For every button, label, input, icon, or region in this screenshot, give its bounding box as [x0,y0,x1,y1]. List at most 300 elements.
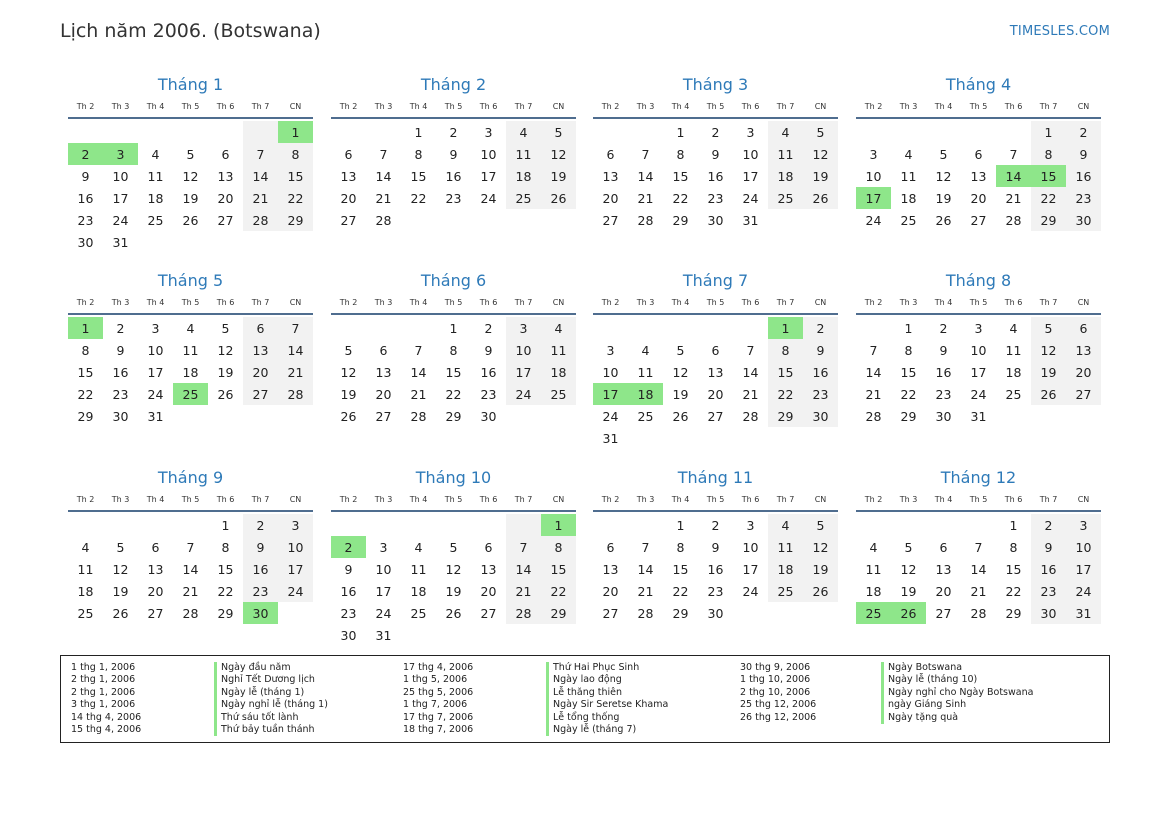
day-cell: 9 [711,539,720,555]
day-cell: 29 [77,408,94,424]
day-cell: 5 [116,539,125,555]
day-cell: 10 [112,168,129,184]
day-grid [68,121,313,253]
day-cell: 1 [676,124,685,140]
day-cell: 17 [278,558,313,580]
day-cell: 19 [1031,361,1066,383]
month-name: Tháng 6 [420,271,487,290]
holiday-legend [60,655,1110,743]
day-cell: 19 [112,583,129,599]
day-cell: 20 [602,583,619,599]
weekday-label: Th 4 [409,495,428,504]
day-cell: 21 [410,386,427,402]
day-cell: 16 [480,364,497,380]
weekday-label: Th 7 [251,495,270,504]
day-cell: 5 [186,146,195,162]
month-name: Tháng 3 [682,75,749,94]
weekday-label: Th 2 [339,102,358,111]
legend-holiday-name: Thứ Hai Phục Sinh [546,662,668,674]
weekday-label: Th 3 [111,298,130,307]
day-cell: 24 [742,190,759,206]
day-cell: 7 [1009,146,1018,162]
empty-cell [856,121,891,143]
weekday-label: Th 4 [146,298,165,307]
day-cell: 15 [541,558,576,580]
empty-cell [436,209,471,231]
day-cell: 12 [217,342,234,358]
legend-date-column [740,662,816,724]
empty-cell [331,317,366,339]
weekday-label: Th 5 [706,298,725,307]
day-cell: 4 [414,539,423,555]
day-cell: 18 [865,583,882,599]
empty-cell [103,121,138,143]
day-cell: 12 [672,364,689,380]
day-cell: 18 [628,383,663,405]
weekday-label: Th 3 [636,495,655,504]
day-cell: 22 [77,386,94,402]
day-cell: 31 [375,627,392,643]
legend-holiday-name: ngày Giáng Sinh [881,699,1033,711]
weekday-label: CN [814,102,827,111]
day-cell: 30 [1031,602,1066,624]
day-cell: 16 [112,364,129,380]
weekday-label: Th 2 [601,495,620,504]
day-cell: 12 [803,143,838,165]
day-cell: 30 [243,602,278,624]
weekday-label: CN [289,102,302,111]
weekday-label: Th 6 [1004,298,1023,307]
day-cell: 2 [116,320,125,336]
weekday-label: Th 2 [76,495,95,504]
day-cell: 9 [1066,143,1101,165]
empty-cell [173,231,208,253]
legend-name-column [546,662,668,736]
weekday-label: Th 4 [409,102,428,111]
weekday-label: Th 2 [339,298,358,307]
day-cell: 16 [803,361,838,383]
month-name: Tháng 9 [157,468,224,487]
day-cell: 1 [221,517,230,533]
day-cell: 7 [243,143,278,165]
day-cell: 1 [541,514,576,536]
empty-cell [698,317,733,339]
weekday-label: Th 6 [1004,102,1023,111]
empty-cell [663,317,698,339]
weekday-header [593,494,838,512]
day-cell: 16 [77,190,94,206]
weekday-label: Th 3 [374,495,393,504]
weekday-header [331,494,576,512]
empty-cell [506,405,541,427]
legend-holiday-name: Nghỉ Tết Dương lịch [214,674,328,686]
empty-cell [208,121,243,143]
day-cell: 17 [856,187,891,209]
day-cell: 1 [449,320,458,336]
day-cell: 22 [672,583,689,599]
empty-cell [278,231,313,253]
day-cell: 11 [147,168,164,184]
day-grid [856,317,1101,427]
day-cell: 12 [541,143,576,165]
day-cell: 26 [340,408,357,424]
day-cell: 31 [742,212,759,228]
empty-cell [471,514,506,536]
day-cell: 25 [768,580,803,602]
month-name: Tháng 4 [945,75,1012,94]
weekday-label: Th 6 [216,298,235,307]
legend-date: 1 thg 10, 2006 [740,674,811,686]
day-cell: 12 [803,536,838,558]
day-cell: 25 [147,212,164,228]
legend-date: 2 thg 10, 2006 [740,686,811,698]
day-cell: 17 [112,190,129,206]
weekday-label: Th 4 [146,102,165,111]
empty-cell [138,231,173,253]
day-cell: 29 [672,212,689,228]
weekday-header [68,101,313,119]
day-cell: 24 [480,190,497,206]
day-cell: 19 [445,583,462,599]
day-cell: 15 [217,561,234,577]
legend-holiday-name: Ngày lễ (tháng 1) [214,687,328,699]
legend-date: 25 thg 5, 2006 [403,686,474,698]
empty-cell [733,427,768,449]
day-cell: 9 [116,342,125,358]
day-cell: 23 [480,386,497,402]
day-cell: 21 [742,386,759,402]
legend-date: 25 thg 12, 2006 [740,699,817,711]
weekday-label: Th 6 [216,102,235,111]
day-cell: 15 [278,165,313,187]
day-grid [68,317,313,427]
weekday-label: CN [1077,102,1090,111]
day-cell: 11 [410,561,427,577]
weekday-label: Th 7 [251,298,270,307]
month-block [856,466,1101,624]
weekday-header [331,101,576,119]
day-cell: 9 [449,146,458,162]
day-cell: 25 [541,383,576,405]
day-cell: 26 [803,580,838,602]
day-cell: 14 [637,168,654,184]
empty-cell [103,514,138,536]
weekday-label: Th 2 [339,495,358,504]
weekday-label: Th 3 [374,102,393,111]
day-cell: 3 [103,143,138,165]
day-cell: 19 [803,558,838,580]
day-cell: 2 [484,320,493,336]
legend-date: 30 thg 9, 2006 [740,662,811,673]
day-cell: 28 [637,212,654,228]
weekday-label: CN [552,495,565,504]
day-cell: 4 [1009,320,1018,336]
empty-cell [243,405,278,427]
day-cell: 25 [1005,386,1022,402]
weekday-header [856,297,1101,315]
day-cell: 9 [939,342,948,358]
empty-cell [331,121,366,143]
day-cell: 6 [379,342,388,358]
empty-cell [768,427,803,449]
day-cell: 26 [891,602,926,624]
day-cell: 27 [1066,383,1101,405]
weekday-label: CN [1077,495,1090,504]
day-cell: 3 [379,539,388,555]
empty-cell [926,121,961,143]
day-cell: 13 [243,339,278,361]
month-name: Tháng 5 [157,271,224,290]
month-block [68,269,313,427]
day-cell: 30 [340,627,357,643]
legend-holiday-name: Ngày đầu năm [214,662,328,674]
day-cell: 23 [112,386,129,402]
weekday-label: Th 3 [899,298,918,307]
day-cell: 10 [1066,536,1101,558]
day-cell: 12 [182,168,199,184]
empty-cell [628,427,663,449]
day-cell: 1 [278,121,313,143]
day-cell: 20 [1066,361,1101,383]
day-cell: 10 [278,536,313,558]
weekday-label: CN [289,495,302,504]
day-cell: 19 [217,364,234,380]
day-cell: 3 [506,317,541,339]
day-cell: 2 [1031,514,1066,536]
day-cell: 12 [935,168,952,184]
day-cell: 28 [865,408,882,424]
day-cell: 14 [970,561,987,577]
day-grid [593,317,838,449]
weekday-label: Th 4 [934,298,953,307]
day-grid [593,121,838,231]
legend-name-column [214,662,328,736]
weekday-label: Th 3 [636,298,655,307]
day-cell: 24 [278,580,313,602]
weekday-label: Th 6 [216,495,235,504]
day-cell: 14 [375,168,392,184]
empty-cell [506,514,541,536]
day-cell: 1 [1009,517,1018,533]
day-cell: 13 [480,561,497,577]
day-cell: 14 [742,364,759,380]
day-cell: 5 [541,121,576,143]
legend-holiday-name: Lễ thăng thiên [546,687,668,699]
day-cell: 21 [637,583,654,599]
day-cell: 14 [637,561,654,577]
day-cell: 29 [768,405,803,427]
day-cell: 26 [672,408,689,424]
day-cell: 19 [803,165,838,187]
day-cell: 4 [869,539,878,555]
day-cell: 1 [676,517,685,533]
day-cell: 28 [278,383,313,405]
day-cell: 24 [147,386,164,402]
empty-cell [891,121,926,143]
day-cell: 3 [606,342,615,358]
day-cell: 7 [278,317,313,339]
day-cell: 24 [375,605,392,621]
day-cell: 18 [77,583,94,599]
day-cell: 25 [77,605,94,621]
day-cell: 30 [707,605,724,621]
day-cell: 15 [672,168,689,184]
weekday-label: Th 3 [111,102,130,111]
day-cell: 24 [1066,580,1101,602]
day-cell: 10 [970,342,987,358]
day-cell: 7 [746,342,755,358]
day-cell: 3 [746,124,755,140]
day-cell: 12 [445,561,462,577]
empty-cell [628,514,663,536]
legend-date-column [71,662,141,736]
day-cell: 23 [707,190,724,206]
weekday-label: Th 7 [251,102,270,111]
day-cell: 28 [970,605,987,621]
day-cell: 13 [340,168,357,184]
legend-date: 14 thg 4, 2006 [71,711,142,723]
day-cell: 16 [1066,165,1101,187]
day-cell: 27 [707,408,724,424]
weekday-label: Th 6 [741,495,760,504]
day-cell: 9 [711,146,720,162]
day-cell: 23 [77,212,94,228]
month-name: Tháng 8 [945,271,1012,290]
day-cell: 20 [243,361,278,383]
day-cell: 7 [869,342,878,358]
day-cell: 11 [900,168,917,184]
empty-cell [541,209,576,231]
day-cell: 30 [803,405,838,427]
legend-holiday-name: Ngày lao động [546,674,668,686]
empty-cell [436,624,471,646]
day-cell: 28 [243,209,278,231]
day-cell: 18 [1005,364,1022,380]
day-cell: 12 [112,561,129,577]
day-cell: 1 [768,317,803,339]
day-cell: 2 [711,517,720,533]
empty-cell [173,405,208,427]
day-cell: 5 [449,539,458,555]
legend-date: 15 thg 4, 2006 [71,723,142,735]
weekday-label: Th 7 [514,102,533,111]
day-cell: 30 [480,408,497,424]
empty-cell [996,121,1031,143]
day-cell: 8 [221,539,230,555]
day-cell: 7 [974,539,983,555]
empty-cell [471,209,506,231]
legend-holiday-name: Ngày tặng quà [881,712,1033,724]
day-cell: 19 [182,190,199,206]
empty-cell [278,405,313,427]
empty-cell [506,624,541,646]
day-cell: 22 [217,583,234,599]
legend-holiday-name: Ngày nghỉ lễ (tháng 1) [214,699,328,711]
day-cell: 6 [606,146,615,162]
day-cell: 12 [1031,339,1066,361]
weekday-label: Th 5 [444,298,463,307]
legend-holiday-name: Ngày lễ (tháng 10) [881,674,1033,686]
day-cell: 4 [81,539,90,555]
weekday-label: Th 2 [601,102,620,111]
day-cell: 18 [768,558,803,580]
empty-cell [208,405,243,427]
empty-cell [1031,405,1066,427]
legend-date: 3 thg 1, 2006 [71,699,136,711]
empty-cell [541,624,576,646]
month-name: Tháng 2 [420,75,487,94]
day-cell: 15 [77,364,94,380]
empty-cell [173,514,208,536]
day-cell: 6 [344,146,353,162]
day-cell: 19 [541,165,576,187]
day-cell: 18 [147,190,164,206]
day-cell: 29 [217,605,234,621]
month-name: Tháng 11 [677,468,754,487]
weekday-header [856,494,1101,512]
day-cell: 10 [742,146,759,162]
day-cell: 25 [637,408,654,424]
day-cell: 6 [484,539,493,555]
day-cell: 16 [707,168,724,184]
month-block [331,466,576,646]
day-cell: 26 [803,187,838,209]
day-cell: 28 [182,605,199,621]
day-cell: 5 [803,121,838,143]
day-cell: 27 [970,212,987,228]
weekday-label: Th 5 [969,102,988,111]
legend-date: 2 thg 1, 2006 [71,674,136,686]
day-cell: 20 [340,190,357,206]
day-cell: 31 [1066,602,1101,624]
day-cell: 4 [506,121,541,143]
day-cell: 11 [637,364,654,380]
weekday-label: Th 2 [864,298,883,307]
day-cell: 29 [672,605,689,621]
day-cell: 5 [939,146,948,162]
site-link[interactable]: TIMESLES.COM [1009,24,1110,39]
weekday-label: CN [1077,298,1090,307]
month-block [856,269,1101,427]
weekday-label: Th 7 [1039,495,1058,504]
day-cell: 22 [768,383,803,405]
empty-cell [138,514,173,536]
legend-date: 17 thg 4, 2006 [403,662,474,673]
day-cell: 17 [480,168,497,184]
day-cell: 3 [278,514,313,536]
empty-cell [243,121,278,143]
weekday-label: Th 5 [706,495,725,504]
empty-cell [628,121,663,143]
day-cell: 23 [935,386,952,402]
weekday-label: Th 4 [671,298,690,307]
weekday-label: Th 3 [636,102,655,111]
day-cell: 1 [68,317,103,339]
day-cell: 31 [970,408,987,424]
day-cell: 17 [1066,558,1101,580]
legend-holiday-name: Ngày nghỉ cho Ngày Botswana [881,687,1033,699]
day-cell: 16 [243,558,278,580]
day-cell: 14 [278,339,313,361]
weekday-label: Th 4 [671,102,690,111]
empty-cell [698,427,733,449]
day-cell: 9 [81,168,90,184]
day-cell: 5 [1031,317,1066,339]
day-cell: 6 [606,539,615,555]
empty-cell [891,514,926,536]
empty-cell [768,209,803,231]
weekday-label: Th 7 [1039,102,1058,111]
